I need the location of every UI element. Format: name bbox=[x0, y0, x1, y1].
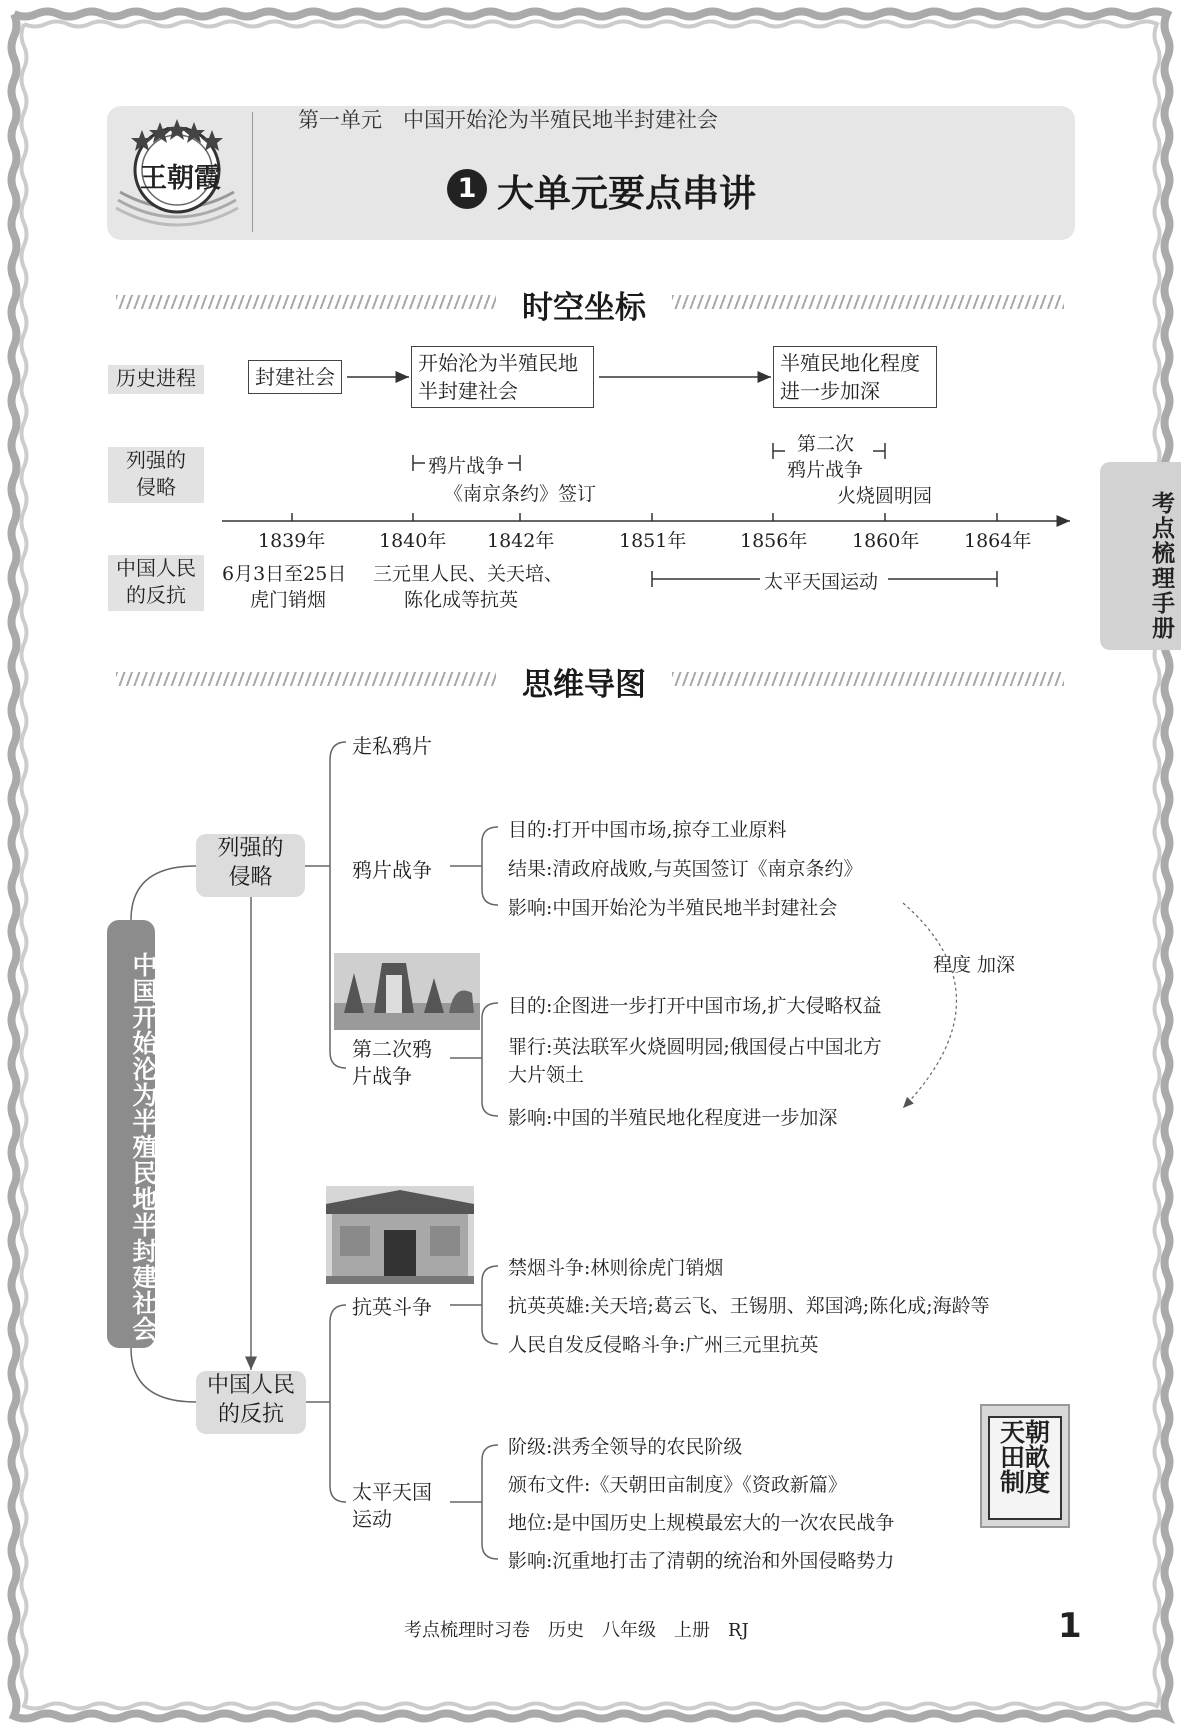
taiping-item: 地位:是中国历史上规模最宏大的一次农民战争 bbox=[508, 1512, 895, 1534]
year-label: 1860年 bbox=[852, 530, 920, 552]
row-label-invasion: 列强的侵略 bbox=[108, 447, 204, 503]
anti-british-item: 人民自发反侵略斗争:广州三元里抗英 bbox=[508, 1334, 819, 1356]
event-chen: 陈化成等抗英 bbox=[404, 589, 519, 611]
section-title-mindmap: 思维导图 bbox=[522, 667, 646, 703]
row-label-resistance: 中国人民的反抗 bbox=[108, 555, 204, 611]
page-title: 大单元要点串讲 bbox=[497, 172, 756, 215]
event-second-label: 第二次 bbox=[797, 433, 855, 455]
process-box-deepened: 半殖民地化程度进一步加深 bbox=[773, 346, 937, 408]
section-number-badge: 1 bbox=[447, 169, 487, 209]
node-resistance-line1: 中国人民 bbox=[206, 1373, 295, 1398]
node-resistance bbox=[196, 1371, 306, 1434]
deepen-label: 程度 加深 bbox=[933, 954, 1016, 976]
anti-british-item: 抗英英雄:关天培;葛云飞、王锡朋、郑国鸿;陈化成;海龄等 bbox=[508, 1295, 990, 1317]
opium-war-item: 结果:清政府战败,与英国签订《南京条约》 bbox=[508, 858, 863, 880]
event-sanyuanli: 三元里人民、关天培、 bbox=[373, 563, 564, 585]
node-resistance-line2: 的反抗 bbox=[217, 1402, 284, 1427]
event-yuanmingyuan: 火烧圆明园 bbox=[837, 485, 933, 507]
opium-war-item: 目的:打开中国市场,掠夺工业原料 bbox=[508, 819, 787, 841]
branch-second-war-line2: 片战争 bbox=[352, 1064, 412, 1088]
year-label: 1864年 bbox=[964, 530, 1032, 552]
year-label: 1856年 bbox=[740, 530, 808, 552]
year-label: 1851年 bbox=[619, 530, 687, 552]
yuanmingyuan-photo bbox=[334, 953, 480, 1030]
land-system-document-image bbox=[980, 1404, 1070, 1528]
anti-british-item: 禁烟斗争:林则徐虎门销烟 bbox=[508, 1257, 724, 1279]
year-label: 1842年 bbox=[487, 530, 555, 552]
branch-opium-war: 鸦片战争 bbox=[352, 858, 432, 882]
opium-war-item: 影响:中国开始沦为半殖民地半封建社会 bbox=[508, 897, 838, 919]
year-label: 1840年 bbox=[379, 530, 447, 552]
event-nanjing-treaty: 《南京条约》签订 bbox=[444, 483, 597, 505]
document-image-title: 天朝田畝制度 bbox=[999, 1418, 1050, 1497]
process-box-feudal: 封建社会 bbox=[248, 360, 342, 394]
row-label-process: 历史进程 bbox=[108, 365, 204, 394]
node-invasion bbox=[196, 834, 305, 897]
footer-text: 考点梳理时习卷 历史 八年级 上册 RJ bbox=[404, 1620, 749, 1641]
second-war-item: 大片领土 bbox=[508, 1064, 585, 1086]
humen-photo bbox=[326, 1186, 474, 1284]
year-label: 1839年 bbox=[258, 530, 326, 552]
page-number: 1 bbox=[1058, 1606, 1082, 1646]
side-tab-handbook[interactable]: 考点梳理手册 bbox=[1100, 462, 1181, 650]
event-opium-war-2: 鸦片战争 bbox=[787, 459, 864, 481]
node-invasion-line2: 侵略 bbox=[228, 865, 273, 890]
branch-anti-british: 抗英斗争 bbox=[352, 1295, 432, 1319]
process-box-semi-colonial: 开始沦为半殖民地半封建社会 bbox=[411, 346, 594, 408]
event-humen-date: 6月3日至25日 bbox=[222, 563, 347, 585]
unit-title: 第一单元 中国开始沦为半殖民地半封建社会 bbox=[298, 108, 718, 132]
event-opium-war: 鸦片战争 bbox=[428, 455, 505, 477]
branch-smuggling: 走私鸦片 bbox=[352, 734, 432, 758]
branch-taiping-line1: 太平天国 bbox=[352, 1480, 432, 1504]
logo-text: 王朝霞 bbox=[140, 163, 221, 194]
taiping-item: 影响:沉重地打击了清朝的统治和外国侵略势力 bbox=[508, 1550, 895, 1572]
second-war-item: 目的:企图进一步打开中国市场,扩大侵略权益 bbox=[508, 995, 882, 1017]
event-humen: 虎门销烟 bbox=[250, 589, 327, 611]
node-invasion-line1: 列强的 bbox=[217, 836, 284, 861]
branch-second-war-line1: 第二次鸦 bbox=[352, 1037, 432, 1061]
second-war-item: 影响:中国的半殖民地化程度进一步加深 bbox=[508, 1107, 838, 1129]
mindmap-root: 中国开始沦为半殖民地半封建社会 bbox=[107, 920, 155, 1348]
event-taiping: 太平天国运动 bbox=[764, 571, 879, 593]
taiping-item: 阶级:洪秀全领导的农民阶级 bbox=[508, 1436, 743, 1458]
section-title-timeline: 时空坐标 bbox=[522, 290, 646, 326]
branch-taiping-line2: 运动 bbox=[352, 1507, 392, 1531]
deepen-arrow bbox=[903, 903, 957, 1108]
second-war-item: 罪行:英法联军火烧圆明园;俄国侵占中国北方 bbox=[508, 1036, 882, 1058]
taiping-item: 颁布文件:《天朝田亩制度》《资政新篇》 bbox=[508, 1474, 847, 1496]
